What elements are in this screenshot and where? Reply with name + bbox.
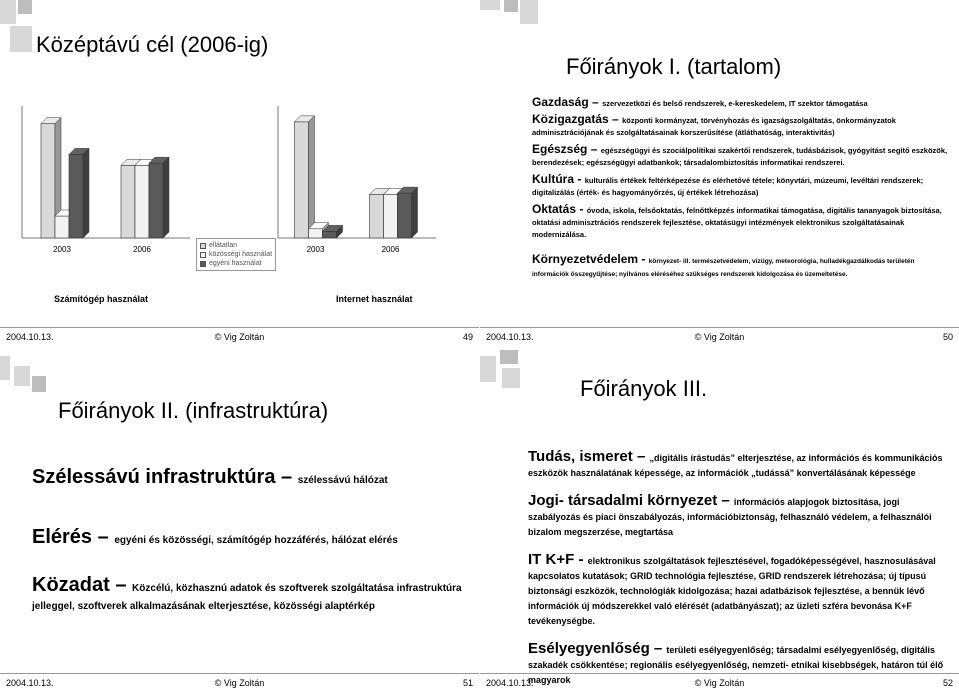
item-description: központi kormányzat, törvényhozás és igazságszolgáltatás, önkormányzatok adminisztrációjának és szolgáltatásainak korszerűsítése (átláthatóság, interaktivitás) xyxy=(532,116,896,137)
chart-bar xyxy=(121,165,135,238)
chart-bar xyxy=(41,124,55,238)
slide-title: Főirányok I. (tartalom) xyxy=(566,54,782,79)
footer-author: © Vig Zoltán xyxy=(694,678,745,688)
corner-decoration xyxy=(520,0,538,24)
item-separator: - xyxy=(578,551,584,568)
slide-3 xyxy=(0,346,479,691)
item-separator: – xyxy=(281,466,293,488)
footer-page-number: 51 xyxy=(462,678,473,688)
corner-decoration xyxy=(0,356,10,380)
legend-item xyxy=(200,250,272,259)
corner-decoration xyxy=(14,366,30,386)
chart-bar xyxy=(384,194,398,238)
chart-bar xyxy=(295,122,309,238)
item-keyword: Esélyegyenlőség xyxy=(528,640,650,657)
item-description: egészségügyi és szociálpolitikai szakértői rendszerek, tudásbázisok, gyógyítást segítő eszközök, berendezések; egészségügyi adatbankok; társadalombiztosítás informatikai rendszerei. xyxy=(532,146,948,167)
list-item xyxy=(532,254,952,280)
slide-content xyxy=(528,450,948,687)
list-item xyxy=(532,144,952,168)
footer-page-number: 52 xyxy=(942,678,953,688)
list-item xyxy=(32,466,472,492)
list-item xyxy=(528,553,948,628)
item-keyword: Gazdaság xyxy=(532,95,589,109)
corner-decoration xyxy=(480,0,500,10)
chart-bar xyxy=(309,229,323,238)
chart-bar-side xyxy=(309,116,315,238)
chart-bar xyxy=(55,216,69,238)
item-keyword: Elérés xyxy=(32,526,93,548)
item-description: információs alapjogok biztosítása, jogi szabályozás és piaci önszabályozás, információbiztonság, felhasználó védelem, a felhasználói bizalom megszerzése, megtartása xyxy=(528,497,932,537)
legend-swatch xyxy=(200,261,206,267)
corner-decoration xyxy=(10,26,32,52)
legend-item xyxy=(200,241,272,250)
item-separator: – xyxy=(653,640,663,657)
footer-page-number: 49 xyxy=(462,332,473,342)
slide-footer xyxy=(480,327,959,345)
item-separator: – xyxy=(721,492,730,509)
chart-computer-usage xyxy=(14,100,194,260)
chart-internet-usage-svg xyxy=(270,100,440,260)
item-description: szélessávú hálózat xyxy=(297,475,388,486)
x-tick-label: 2006 xyxy=(133,245,151,254)
slide-1 xyxy=(0,0,479,345)
item-keyword: Szélessávú infrastruktúra xyxy=(32,466,276,488)
item-separator: – xyxy=(115,574,127,596)
chart-bar xyxy=(135,165,149,238)
list-item xyxy=(532,96,952,110)
item-separator: – xyxy=(97,526,109,548)
slide-content xyxy=(32,466,472,614)
slide-4 xyxy=(480,346,959,691)
item-description: „digitális írástudás” elterjesztése, az információs és kommunikációs eszközök használatának képessége, az információk „tudássá” konvertálásának képessége xyxy=(528,453,943,478)
list-item xyxy=(528,494,948,539)
footer-author: © Vig Zoltán xyxy=(214,332,265,342)
item-description: egyéni és közösségi, számítógép hozzáférés, hálózat elérés xyxy=(114,535,398,546)
item-keyword: Tudás, ismeret xyxy=(528,448,633,465)
slide-footer xyxy=(0,673,479,691)
item-description: kulturális értékek feltérképezése és elérhetővé tétele; könyvtári, múzeumi, levéltári rendszerek; digitalizálás (érték- és hagyományőrzés, új értékek létrehozása) xyxy=(532,176,924,197)
legend-label: egyéni használat xyxy=(209,260,262,267)
list-item xyxy=(32,574,472,614)
footer-author: © Vig Zoltán xyxy=(214,678,265,688)
item-separator: - xyxy=(579,202,584,216)
item-separator: - xyxy=(641,252,646,266)
list-item xyxy=(528,450,948,480)
chart-title-computer: Számítógép használat xyxy=(54,294,149,304)
footer-date: 2004.10.13. xyxy=(486,332,534,342)
chart-bar xyxy=(323,231,337,238)
legend-swatch xyxy=(200,252,206,258)
footer-date: 2004.10.13. xyxy=(6,678,54,688)
corner-decoration xyxy=(502,368,520,388)
chart-internet-usage xyxy=(270,100,440,260)
item-separator: – xyxy=(592,95,599,109)
slide-footer xyxy=(480,673,959,691)
item-description: területi esélyegyenlőség; társadalmi esélyegyenlőség, digitális szakadék csökkentése; regionális esélyegyenlőség, nemzeti- etnikai kisebbségek, határon túl élő magyarok xyxy=(528,645,944,685)
chart-legend xyxy=(196,238,276,271)
legend-label: közösségi használat xyxy=(209,251,273,258)
footer-date: 2004.10.13. xyxy=(6,332,54,342)
chart-bar-side xyxy=(412,187,418,238)
list-item xyxy=(532,204,952,240)
x-tick-label: 2003 xyxy=(53,245,71,254)
slide-title: Középtávú cél (2006-ig) xyxy=(36,32,269,57)
list-item xyxy=(532,174,952,198)
slide-2 xyxy=(480,0,959,345)
slide-content xyxy=(532,96,952,280)
chart-bar xyxy=(398,193,412,238)
item-keyword: Egészség xyxy=(532,142,588,156)
item-keyword: IT K+F xyxy=(528,551,575,568)
item-keyword: Kultúra xyxy=(532,172,574,186)
item-separator: - xyxy=(577,172,582,186)
corner-decoration xyxy=(500,350,518,364)
item-keyword: Jogi- társadalmi környezet xyxy=(528,492,718,509)
corner-decoration xyxy=(32,376,46,392)
item-description: Közcélú, közhasznú adatok és szoftverek szolgáltatása infrastruktúra jelleggel, szoftverek alkalmazásának elterjesztése, közösségi alaptérkép xyxy=(32,583,462,612)
item-separator: – xyxy=(636,448,646,465)
item-description: elektronikus szolgáltatások fejlesztésével, fogadóképességével, hasznosulásával kapcsolatos kutatások; GRID technológia fejlesztése, GRID rendszerek létrehozása; új típusú biztonsági eszközök, technológiák kidolgozása; hazai adatbázisok fejlesztése, a bennük lévő információk új módszerekkel való elérését (adatbányászat); az üzleti szféra bevonása K+F tevékenységbe. xyxy=(528,556,936,626)
corner-decoration xyxy=(480,356,496,382)
slide-title: Főirányok III. xyxy=(580,376,708,401)
item-separator: – xyxy=(590,142,598,156)
x-tick-label: 2006 xyxy=(381,245,400,254)
item-description: szervezetközi és belső rendszerek, e-kereskedelem, IT szektor támogatása xyxy=(602,99,868,108)
item-description: környezet- ill. természetvédelem, vízügy, meteorológia, hulladékgazdálkodás területén információk összegyűjtése; nyilvános eléréséhez szükséges rendszerek kidolgozása és üzemeltetése. xyxy=(532,258,915,278)
item-keyword: Oktatás xyxy=(532,202,577,216)
footer-page-number: 50 xyxy=(942,332,953,342)
chart-computer-usage-svg xyxy=(14,100,194,260)
corner-decoration xyxy=(18,0,32,14)
chart-bar xyxy=(69,154,83,238)
item-keyword: Közadat xyxy=(32,574,110,596)
legend-swatch xyxy=(200,243,206,249)
chart-bar-side xyxy=(163,157,169,238)
footer-author: © Vig Zoltán xyxy=(694,332,745,342)
slide-footer xyxy=(0,327,479,345)
list-item xyxy=(32,526,472,552)
item-separator: – xyxy=(612,112,619,126)
footer-date: 2004.10.13. xyxy=(486,678,534,688)
corner-decoration xyxy=(0,0,16,24)
x-tick-label: 2003 xyxy=(306,245,325,254)
item-description: óvoda, iskola, felsőoktatás, felnőttképzés informatikai támogatása, digitális tananyagok biztosítása, oktatási adminisztrációs rendszerek fejlesztése, oktatásügyi intézmények elektronikus szolgáltatásainak modernizálása. xyxy=(532,206,942,239)
legend-label: ellátatlan xyxy=(209,242,238,249)
chart-bar xyxy=(370,194,384,238)
item-keyword: Közigazgatás xyxy=(532,112,609,126)
chart-title-internet: Internet használat xyxy=(336,294,413,304)
legend-item xyxy=(200,259,272,268)
corner-decoration xyxy=(504,0,518,12)
list-item xyxy=(532,114,952,138)
chart-bar xyxy=(149,163,163,238)
chart-bar-side xyxy=(83,148,89,238)
item-keyword: Környezetvédelem xyxy=(532,252,639,266)
slide-title: Főirányok II. (infrastruktúra) xyxy=(58,398,329,423)
